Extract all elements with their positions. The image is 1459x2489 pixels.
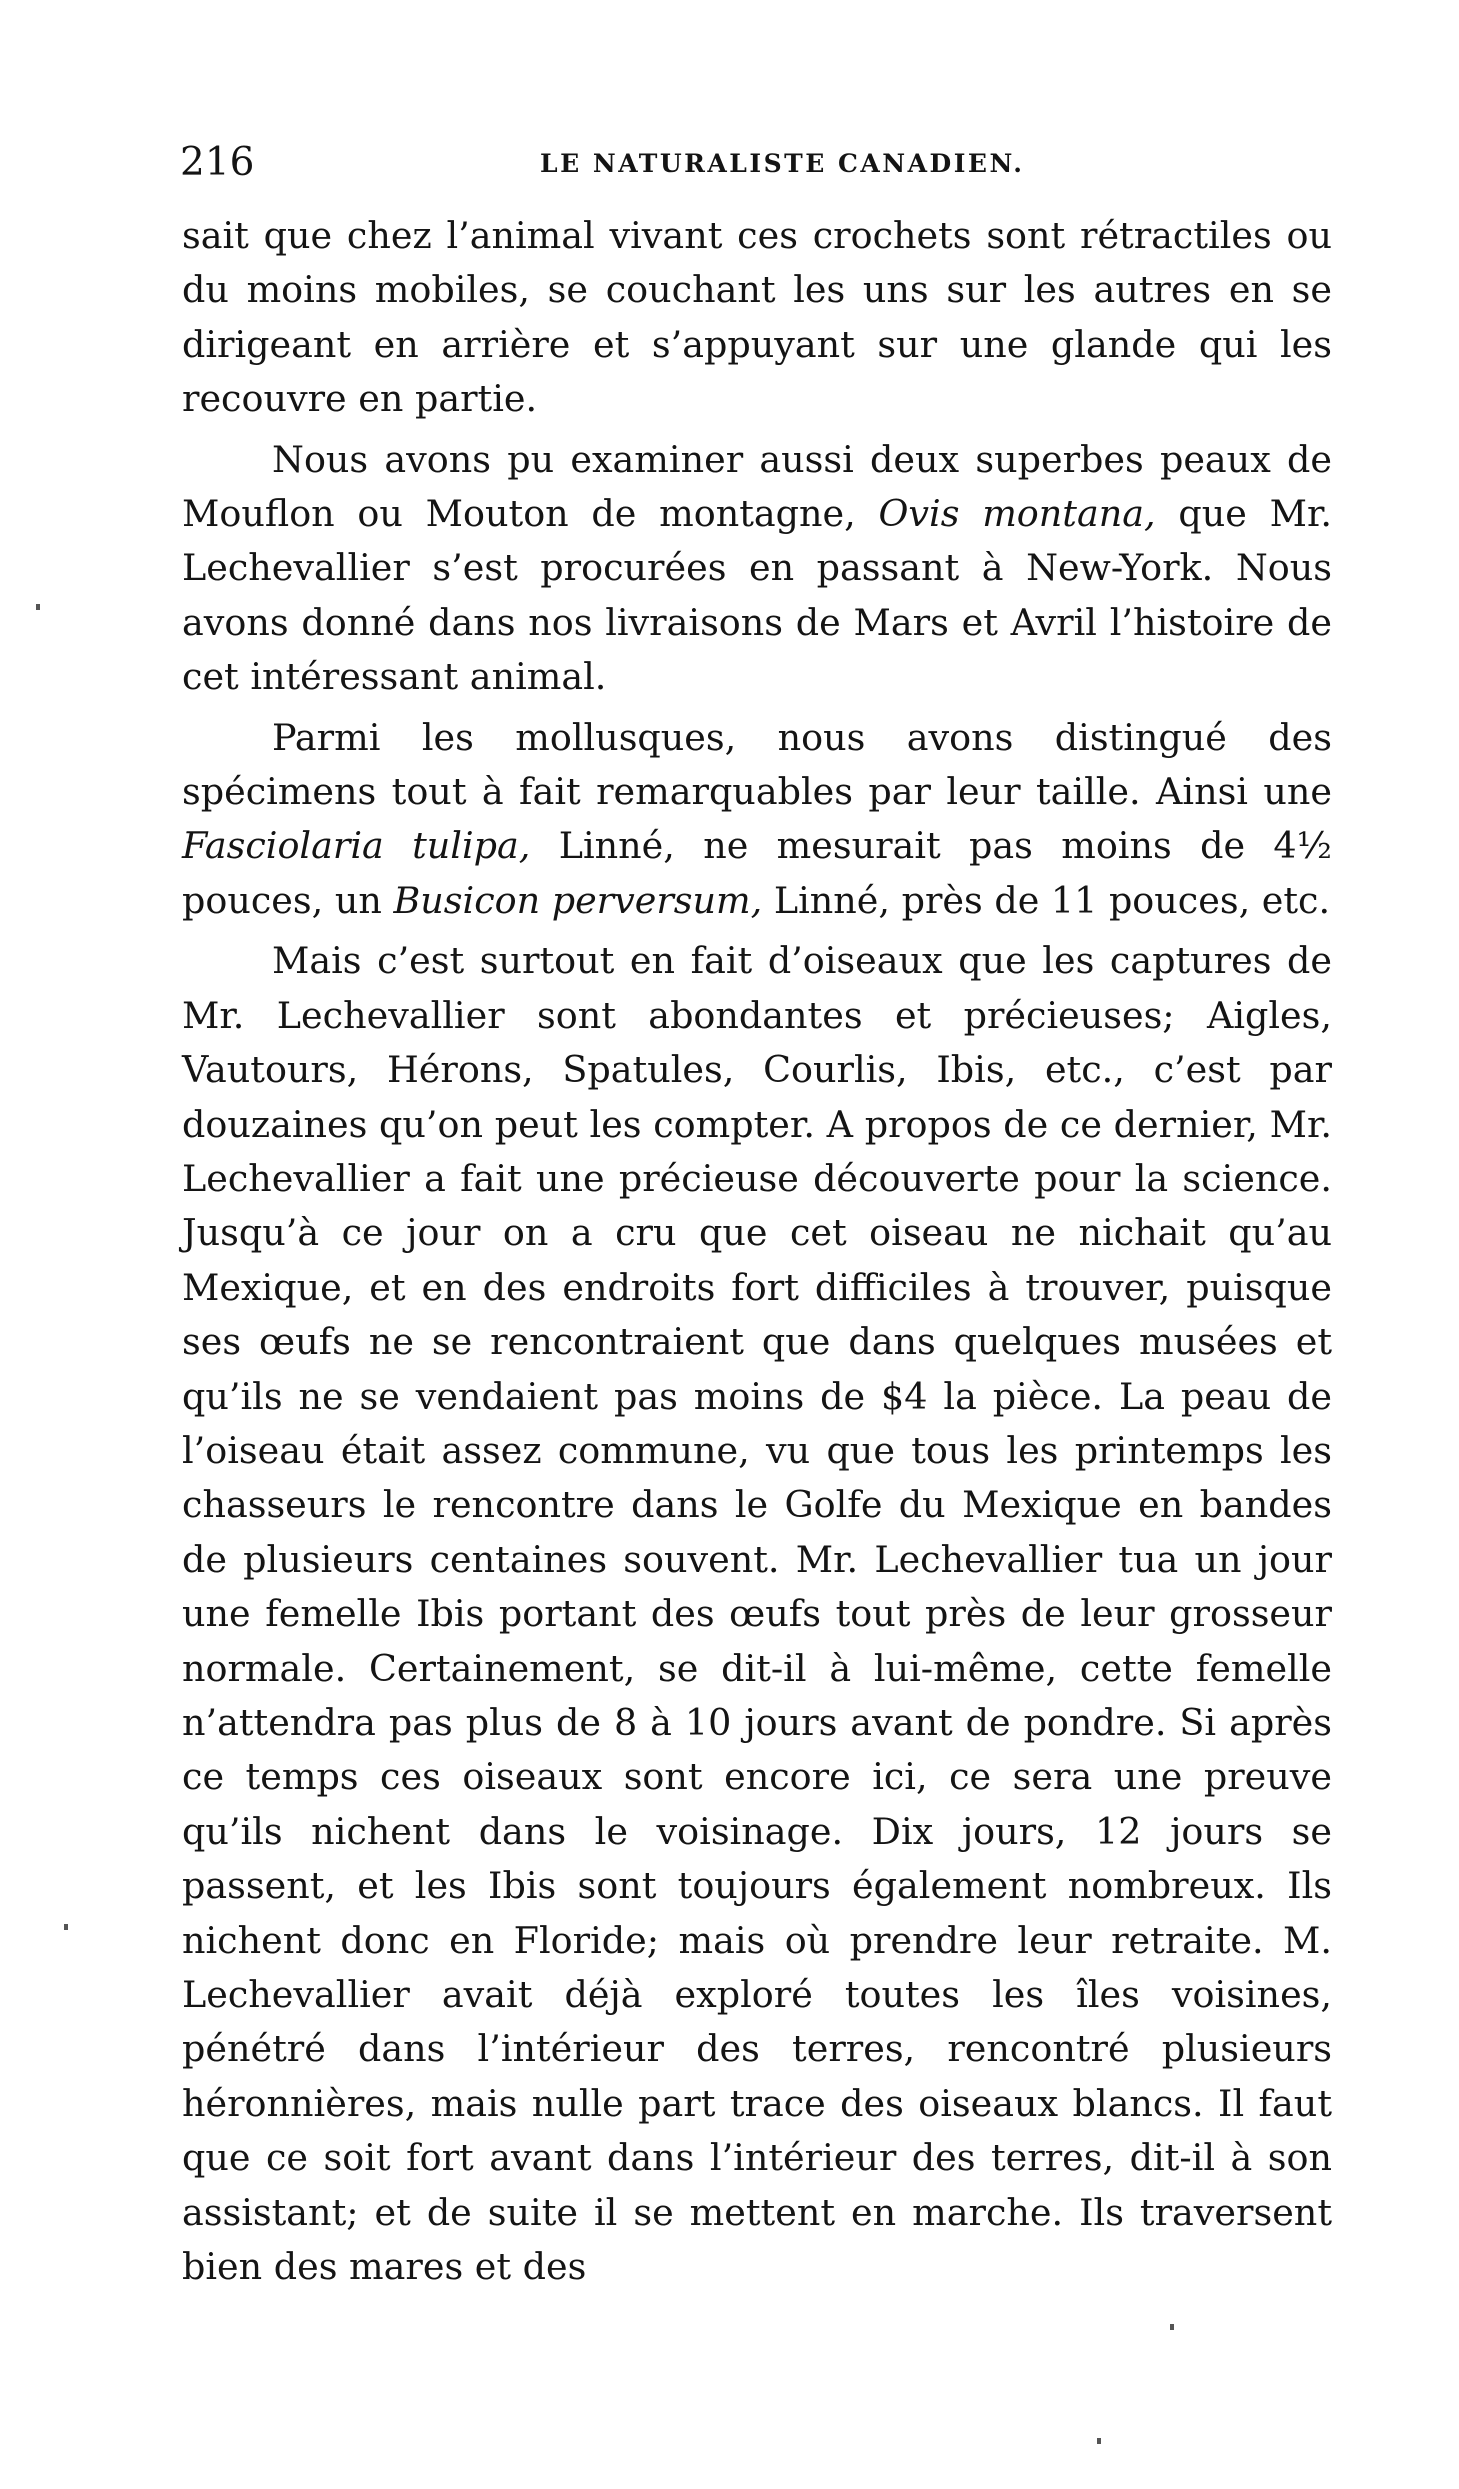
paragraph-mollusques bbox=[182, 711, 1332, 929]
paragraph-text: Parmi les mollusques, nous avons distingué des spécimens tout à fait remarquables par leur taille. Ainsi une bbox=[182, 715, 1332, 814]
running-title: LE NATURALISTE CANADIEN. bbox=[540, 149, 1025, 178]
paragraph-text: Nous avons pu examiner aussi deux superbes peaux de Mouflon ou Mouton de montagne, bbox=[182, 437, 1332, 536]
species-name-italic: Ovis montana, bbox=[878, 492, 1156, 536]
paragraph-text: sait que chez l’animal vivant ces crochets sont rétractiles ou du moins mobiles, se couchant les uns sur les autres en se dirigeant en arrière et s’appuyant sur une glande qui les recouvre en partie. bbox=[182, 214, 1332, 421]
paragraph-text: que Mr. Lechevallier s’est procurées en passant à New-York. Nous avons donné dans nos livraisons de Mars et Avril l’histoire de cet intéressant animal. bbox=[182, 492, 1333, 699]
page-number: 216 bbox=[180, 140, 255, 185]
scan-speck bbox=[36, 604, 40, 610]
paragraph-text: Mais c’est surtout en fait d’oiseaux que les captures de Mr. Lechevallier sont abondantes et précieuses; Aigles, Vautours, Hérons, Spatules, Courlis, Ibis, etc., c’est par douzaines qu’on peut les compter. A propos de ce dernier, Mr. Lechevallier a fait une précieuse découverte pour la science. Jusqu’à ce jour on a cru que cet oiseau ne nichait qu’au Mexique, et en des endroits fort difficiles à trouver, puisque ses œufs ne se rencontraient que dans quelques musées et qu’ils ne se vendaient pas moins de $4 la pièce. La peau de l’oiseau était assez commune, vu que tous les printemps les chasseurs le rencontre dans le Golfe du Mexique en bandes de plusieurs centaines souvent. Mr. Lechevallier tua un jour une femelle Ibis portant des œufs tout près de leur grosseur normale. Certainement, se dit-il à lui-même, cette femelle n’attendra pas plus de 8 à 10 jours avant de pondre. Si après ce temps ces oiseaux sont encore ici, ce sera une preuve qu’ils nichent dans le voisinage. Dix jours, 12 jours se passent, et les Ibis sont toujours également nombreux. Ils nichent donc en Floride; mais où prendre leur retraite. M. Lechevallier avait déjà exploré toutes les îles voisines, pénétré dans l’intérieur des terres, rencontré plusieurs héronnières, mais nulle part trace des oiseaux blancs. Il faut que ce soit fort avant dans l’intérieur des terres, dit-il à son assistant; et de suite il se mettent en marche. Ils traversent bien des mares et des bbox=[182, 939, 1332, 2289]
scan-speck bbox=[1170, 2324, 1174, 2330]
scan-speck bbox=[64, 1924, 68, 1930]
scan-speck bbox=[1097, 2438, 1101, 2444]
species-name-italic: Fasciolaria tulipa, bbox=[182, 824, 531, 868]
species-name-italic: Busicon perversum, bbox=[393, 878, 763, 922]
paragraph-mouflon bbox=[182, 433, 1332, 705]
body-text bbox=[182, 209, 1332, 2294]
paragraph-continuation bbox=[182, 209, 1332, 427]
paragraph-oiseaux bbox=[182, 934, 1332, 2294]
paragraph-text: Linné, ne mesurait pas moins de 4½ pouces, un bbox=[182, 824, 1332, 922]
paragraph-text: Linné, près de 11 pouces, etc. bbox=[762, 878, 1331, 922]
page-header bbox=[180, 138, 1330, 188]
